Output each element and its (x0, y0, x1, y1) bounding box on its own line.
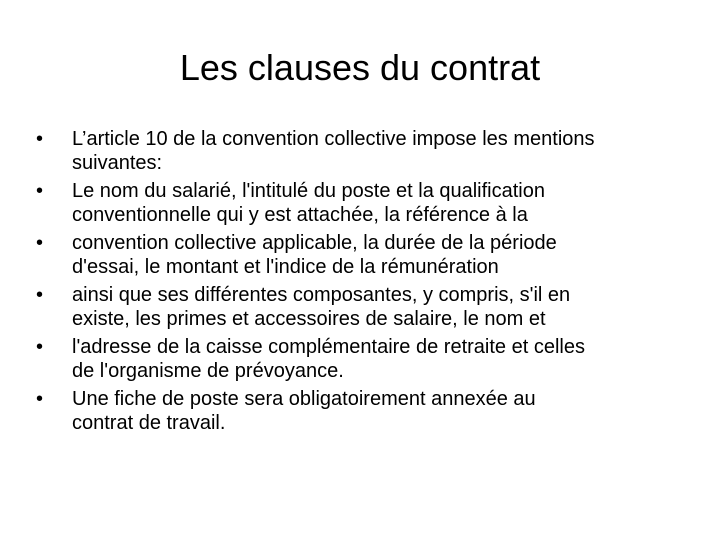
bullet-dot-icon: • (36, 388, 44, 410)
bullet-list (36, 127, 686, 439)
bullet-dot-icon: • (36, 128, 44, 150)
bullet-text-line: Une fiche de poste sera obligatoirement annexée au (72, 388, 536, 410)
bullet-dot-icon: • (36, 232, 44, 254)
slide-title: Les clauses du contrat (179, 47, 541, 88)
bullet-item (36, 283, 686, 331)
bullet-dot-icon: • (36, 180, 44, 202)
bullet-text-line: suivantes: (72, 152, 163, 174)
bullet-text-line: L’article 10 de la convention collective impose les mentions (72, 128, 595, 150)
bullet-text-line: convention collective applicable, la durée de la période (72, 232, 557, 254)
bullet-text-line: existe, les primes et accessoires de salaire, le nom et (72, 308, 546, 330)
bullet-item (36, 231, 686, 279)
bullet-text-line: de l'organisme de prévoyance. (72, 360, 344, 382)
bullet-text-line: d'essai, le montant et l'indice de la rémunération (72, 256, 499, 278)
bullet-dot-icon: • (36, 336, 44, 358)
bullet-item (36, 387, 686, 435)
bullet-text-line: Le nom du salarié, l'intitulé du poste et la qualification (72, 180, 545, 202)
bullet-text-line: ainsi que ses différentes composantes, y compris, s'il en (72, 284, 571, 306)
bullet-item (36, 179, 686, 227)
bullet-item (36, 335, 686, 383)
bullet-text-line: conventionnelle qui y est attachée, la référence à la (72, 204, 528, 226)
bullet-dot-icon: • (36, 284, 44, 306)
bullet-item (36, 127, 686, 175)
bullet-text-line: l'adresse de la caisse complémentaire de retraite et celles (72, 336, 585, 358)
bullet-text-line: contrat de travail. (72, 412, 226, 434)
